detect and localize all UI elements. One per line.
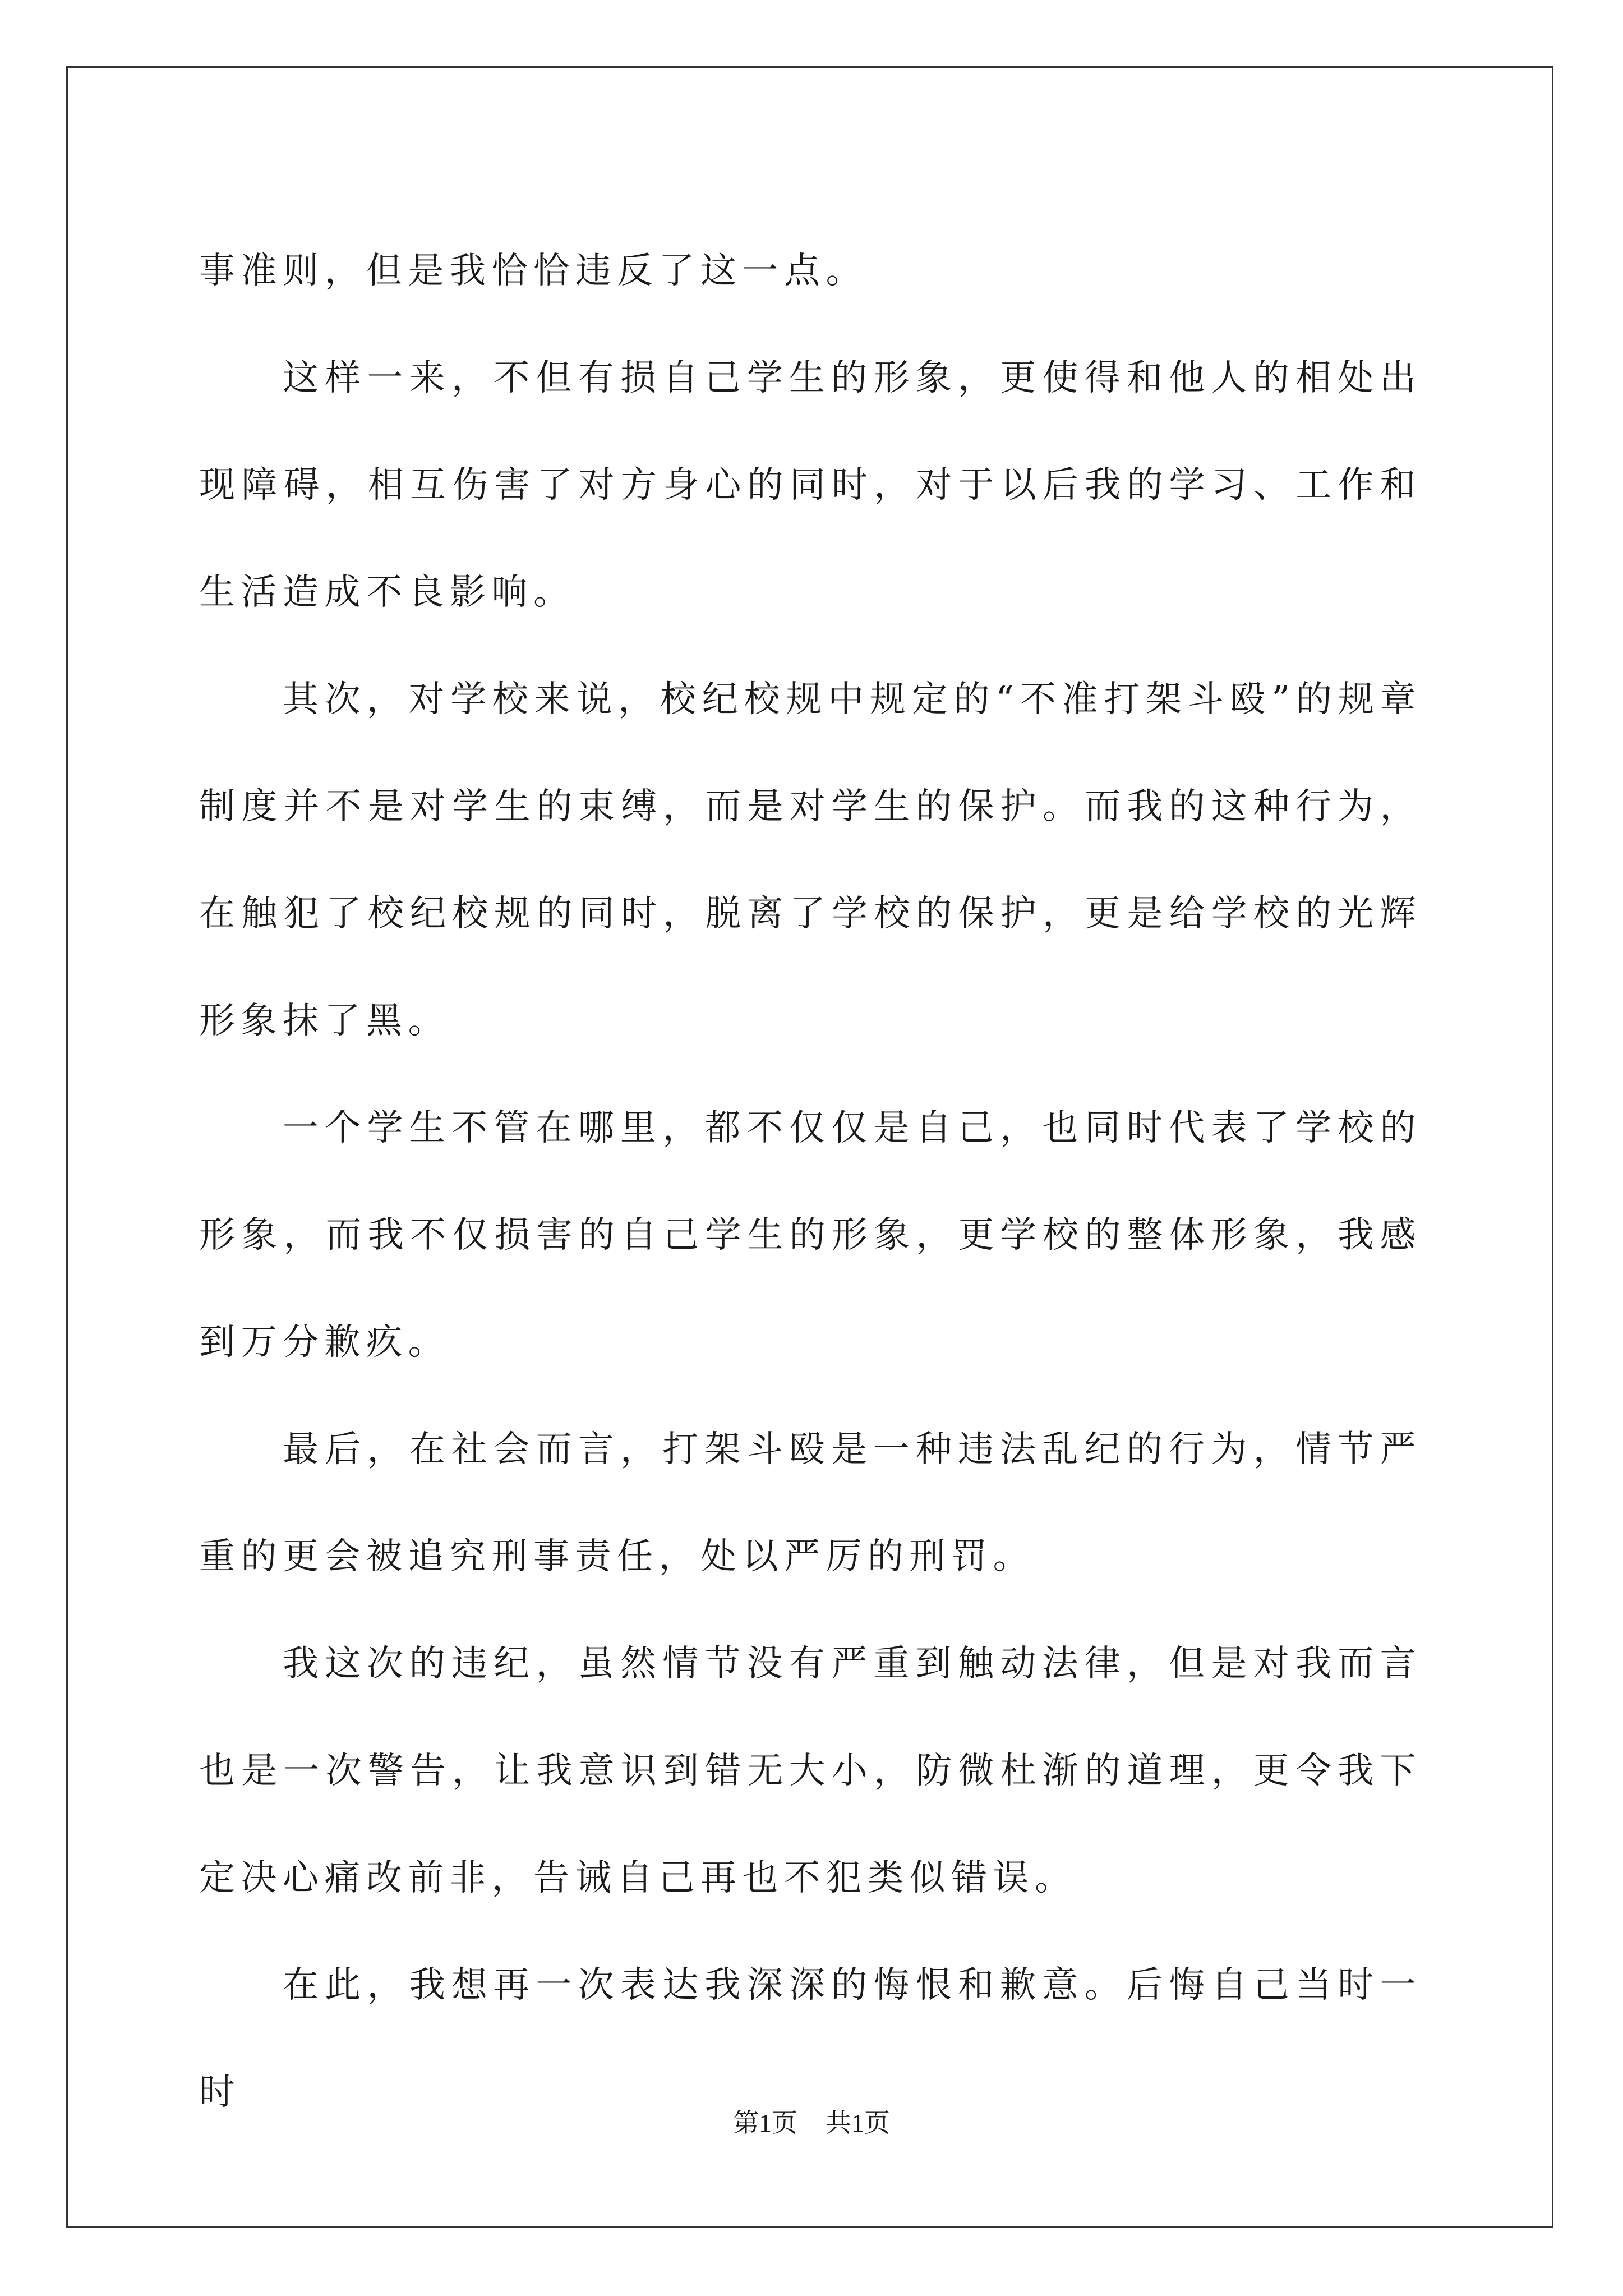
paragraph-3: 其次，对学校来说，校纪校规中规定的“不准打架斗殴”的规章制度并不是对学生的束缚，而是对学生的保护。而我的这种行为，在触犯了校纪校规的同时，脱离了学校的保护，更是给学校的光辉形象抹了黑。: [199, 679, 1422, 1042]
paragraph-7: 在此，我想再一次表达我深深的悔恨和歉意。后悔自己当时一时: [199, 1964, 1422, 2113]
document-body: [199, 218, 1422, 2146]
paragraph-4: 一个学生不管在哪里，都不仅仅是自己，也同时代表了学校的形象，而我不仅损害的自己学生的形象，更学校的整体形象，我感到万分歉疚。: [199, 1107, 1422, 1363]
paragraph-5: 最后，在社会而言，打架斗殴是一种违法乱纪的行为，情节严重的更会被追究刑事责任，处以严厉的刑罚。: [199, 1429, 1422, 1577]
page-number: 第1页: [733, 2109, 797, 2137]
page-total: 共1页: [826, 2109, 890, 2137]
paragraph-1: 事准则，但是我恰恰违反了这一点。: [199, 250, 868, 292]
paragraph-6: 我这次的违纪，虽然情节没有严重到触动法律，但是对我而言也是一次警告，让我意识到错无大小，防微杜渐的道理，更令我下定决心痛改前非，告诫自己再也不犯类似错误。: [199, 1643, 1422, 1899]
paragraph-2: 这样一来，不但有损自己学生的形象，更使得和他人的相处出现障碍，相互伤害了对方身心的同时，对于以后我的学习、工作和生活造成不良影响。: [199, 357, 1422, 613]
page-footer: [0, 2108, 1623, 2139]
